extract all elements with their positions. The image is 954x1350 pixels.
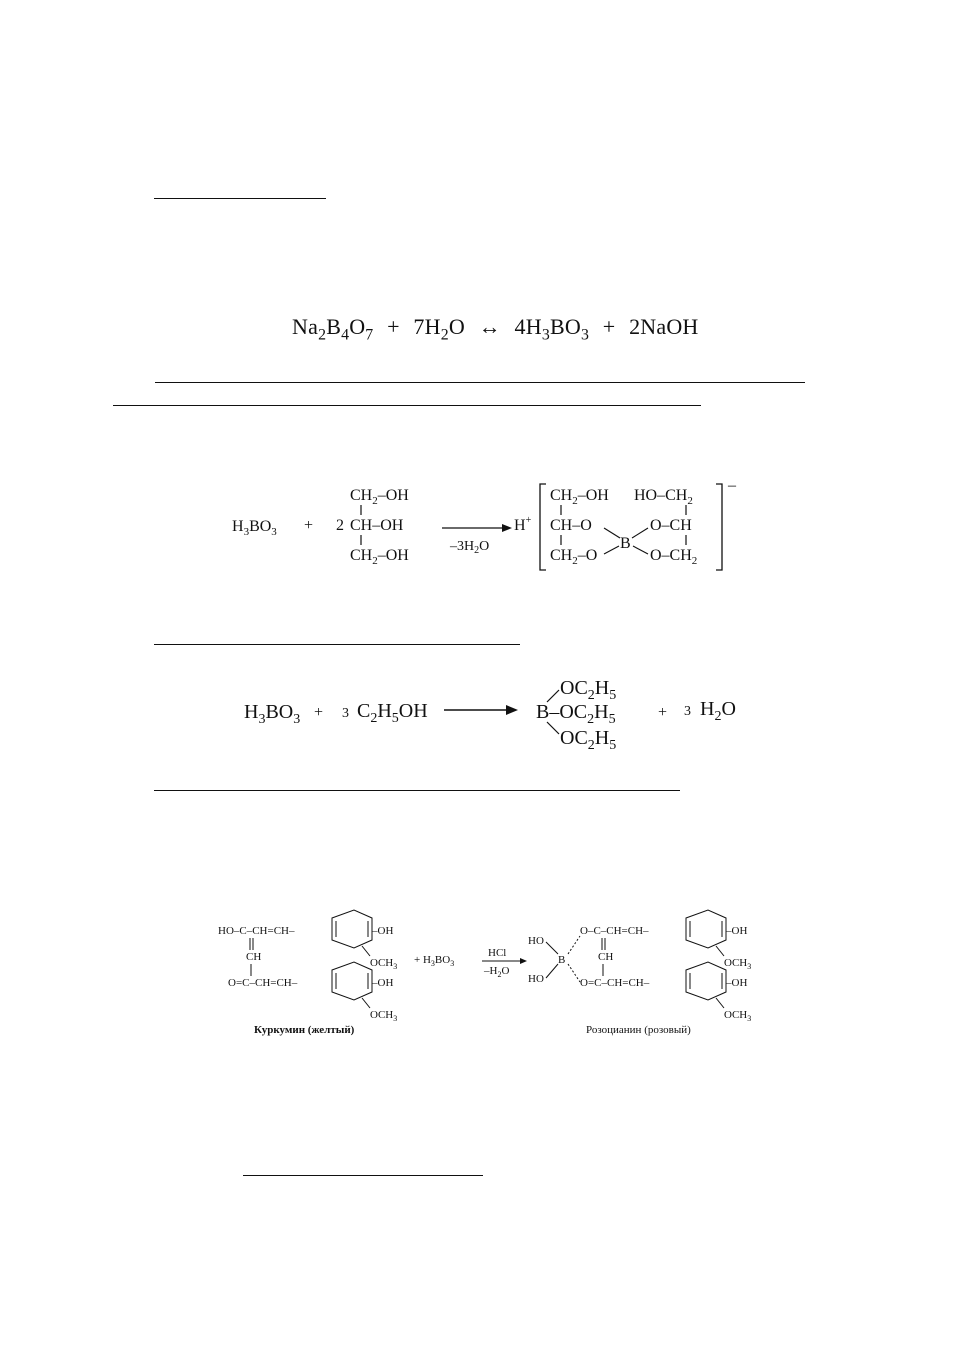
ester-bottom-group: $OC_2H_5$	[560, 727, 617, 752]
complex-right-row-3: $O-CH_2$	[650, 547, 698, 567]
plus-sign: +	[602, 314, 616, 339]
blank-line-5	[154, 790, 680, 791]
glycerol-row-2: CH–OH	[350, 517, 404, 534]
curcumin-name: Куркумин (желтый)	[254, 1024, 355, 1036]
boron-atom: B	[620, 535, 631, 552]
charge-label: –	[728, 478, 736, 494]
complex-right-row-2: O–CH	[650, 517, 692, 534]
ester-top-group: $OC_2H_5$	[560, 677, 617, 703]
condition-minus-water: $-3H_2O$	[450, 539, 490, 556]
glycerol-row-1: $CH_2-OH$	[350, 487, 409, 507]
benzene-ring	[686, 962, 726, 1000]
right-bracket	[716, 484, 722, 570]
arrow-head	[502, 524, 512, 532]
ethanol-coefficient: 3	[342, 706, 349, 721]
water-coefficient: 3	[684, 704, 691, 719]
boric-acid-reagent: + $H_3BO_3$	[414, 954, 455, 968]
glycerol-coefficient: 2	[336, 517, 344, 534]
bond	[362, 946, 370, 956]
left-bracket	[540, 484, 546, 570]
bond	[568, 964, 580, 982]
equation-borax-hydrolysis	[292, 314, 699, 344]
bond	[546, 964, 558, 978]
curcumin-oh-1: –OH	[372, 925, 394, 937]
ester-boron-row: $B-OC_2H_5$	[536, 701, 616, 727]
bond	[633, 546, 648, 554]
boric-acid-formula: $4H_3BO_3$	[514, 314, 590, 344]
glycerol-row-3: $CH_2-OH$	[350, 547, 409, 567]
equation-curcumin-rosocyanin	[214, 900, 774, 1045]
benzene-ring	[686, 910, 726, 948]
curcumin-och3-2: $OCH_3$	[370, 1009, 398, 1023]
bond	[604, 528, 620, 538]
condition-minus-water: $-H_2O$	[484, 965, 510, 979]
arrow-head	[506, 705, 518, 715]
equation-ethyl-borate	[240, 672, 750, 752]
plus-sign: +	[387, 314, 400, 339]
arrow-head	[520, 958, 527, 964]
rosocyanin-ho-1: HO	[528, 935, 544, 947]
bond	[632, 528, 648, 538]
blank-line-4	[154, 644, 520, 645]
complex-right-row-1: $HO-CH_2$	[634, 487, 693, 507]
plus-sign: +	[304, 517, 314, 534]
rosocyanin-och3-1: $OCH_3$	[724, 957, 752, 971]
curcumin-oh-2: –OH	[372, 977, 394, 989]
bond	[546, 942, 558, 954]
ethanol-formula: $C_2H_5OH$	[357, 700, 428, 726]
plus-sign: +	[658, 704, 668, 721]
bond	[716, 946, 724, 956]
bond	[362, 998, 370, 1008]
bond	[604, 546, 619, 554]
borax-formula: $Na_2B_4O_7$	[292, 314, 374, 344]
blank-line-3	[113, 405, 701, 406]
sodium-hydroxide-formula: 2NaOH	[629, 314, 699, 339]
blank-line-1	[154, 198, 326, 199]
complex-left-row-2: CH–O	[550, 517, 592, 534]
rosocyanin-name: Розоцианин (розовый)	[586, 1024, 691, 1036]
bond	[547, 722, 559, 734]
curcumin-row-2: O=C–CH=CH–	[228, 977, 298, 989]
rosocyanin-och3-2: $OCH_3$	[724, 1009, 752, 1023]
condition-hcl: HCl	[488, 947, 507, 959]
rosocyanin-ch: CH	[598, 951, 614, 963]
rosocyanin-oh-1: –OH	[726, 925, 748, 937]
complex-left-row-1: $CH_2-OH$	[550, 487, 609, 507]
rosocyanin-oh-2: –OH	[726, 977, 748, 989]
rosocyanin-row-1: O–C–CH=CH–	[580, 925, 649, 937]
blank-line-6	[243, 1175, 483, 1176]
curcumin-row-1: HO–C–CH=CH–	[218, 925, 295, 937]
curcumin-och3-1: $OCH_3$	[370, 957, 398, 971]
water-formula: $H_2O$	[700, 698, 736, 724]
curcumin-ch: CH	[246, 951, 262, 963]
bond	[568, 936, 580, 954]
rosocyanin-boron: B	[558, 954, 566, 966]
equilibrium-arrow: ↔	[478, 314, 501, 339]
complex-left-row-3: $CH_2-O$	[550, 547, 598, 567]
blank-line-2	[155, 382, 805, 383]
benzene-ring	[332, 910, 372, 948]
plus-sign: +	[314, 704, 324, 721]
boric-acid-formula: $H_3BO_3$	[232, 518, 277, 538]
water-formula: $7H_2O$	[413, 314, 465, 344]
rosocyanin-ho-2: HO	[528, 973, 544, 985]
boric-acid-formula: $H_3BO_3$	[244, 701, 301, 727]
bond	[716, 998, 724, 1008]
rosocyanin-row-2: O=C–CH=CH–	[580, 977, 650, 989]
benzene-ring	[332, 962, 372, 1000]
proton-label: H+	[514, 515, 532, 534]
equation-glycerol-complex	[220, 478, 750, 580]
